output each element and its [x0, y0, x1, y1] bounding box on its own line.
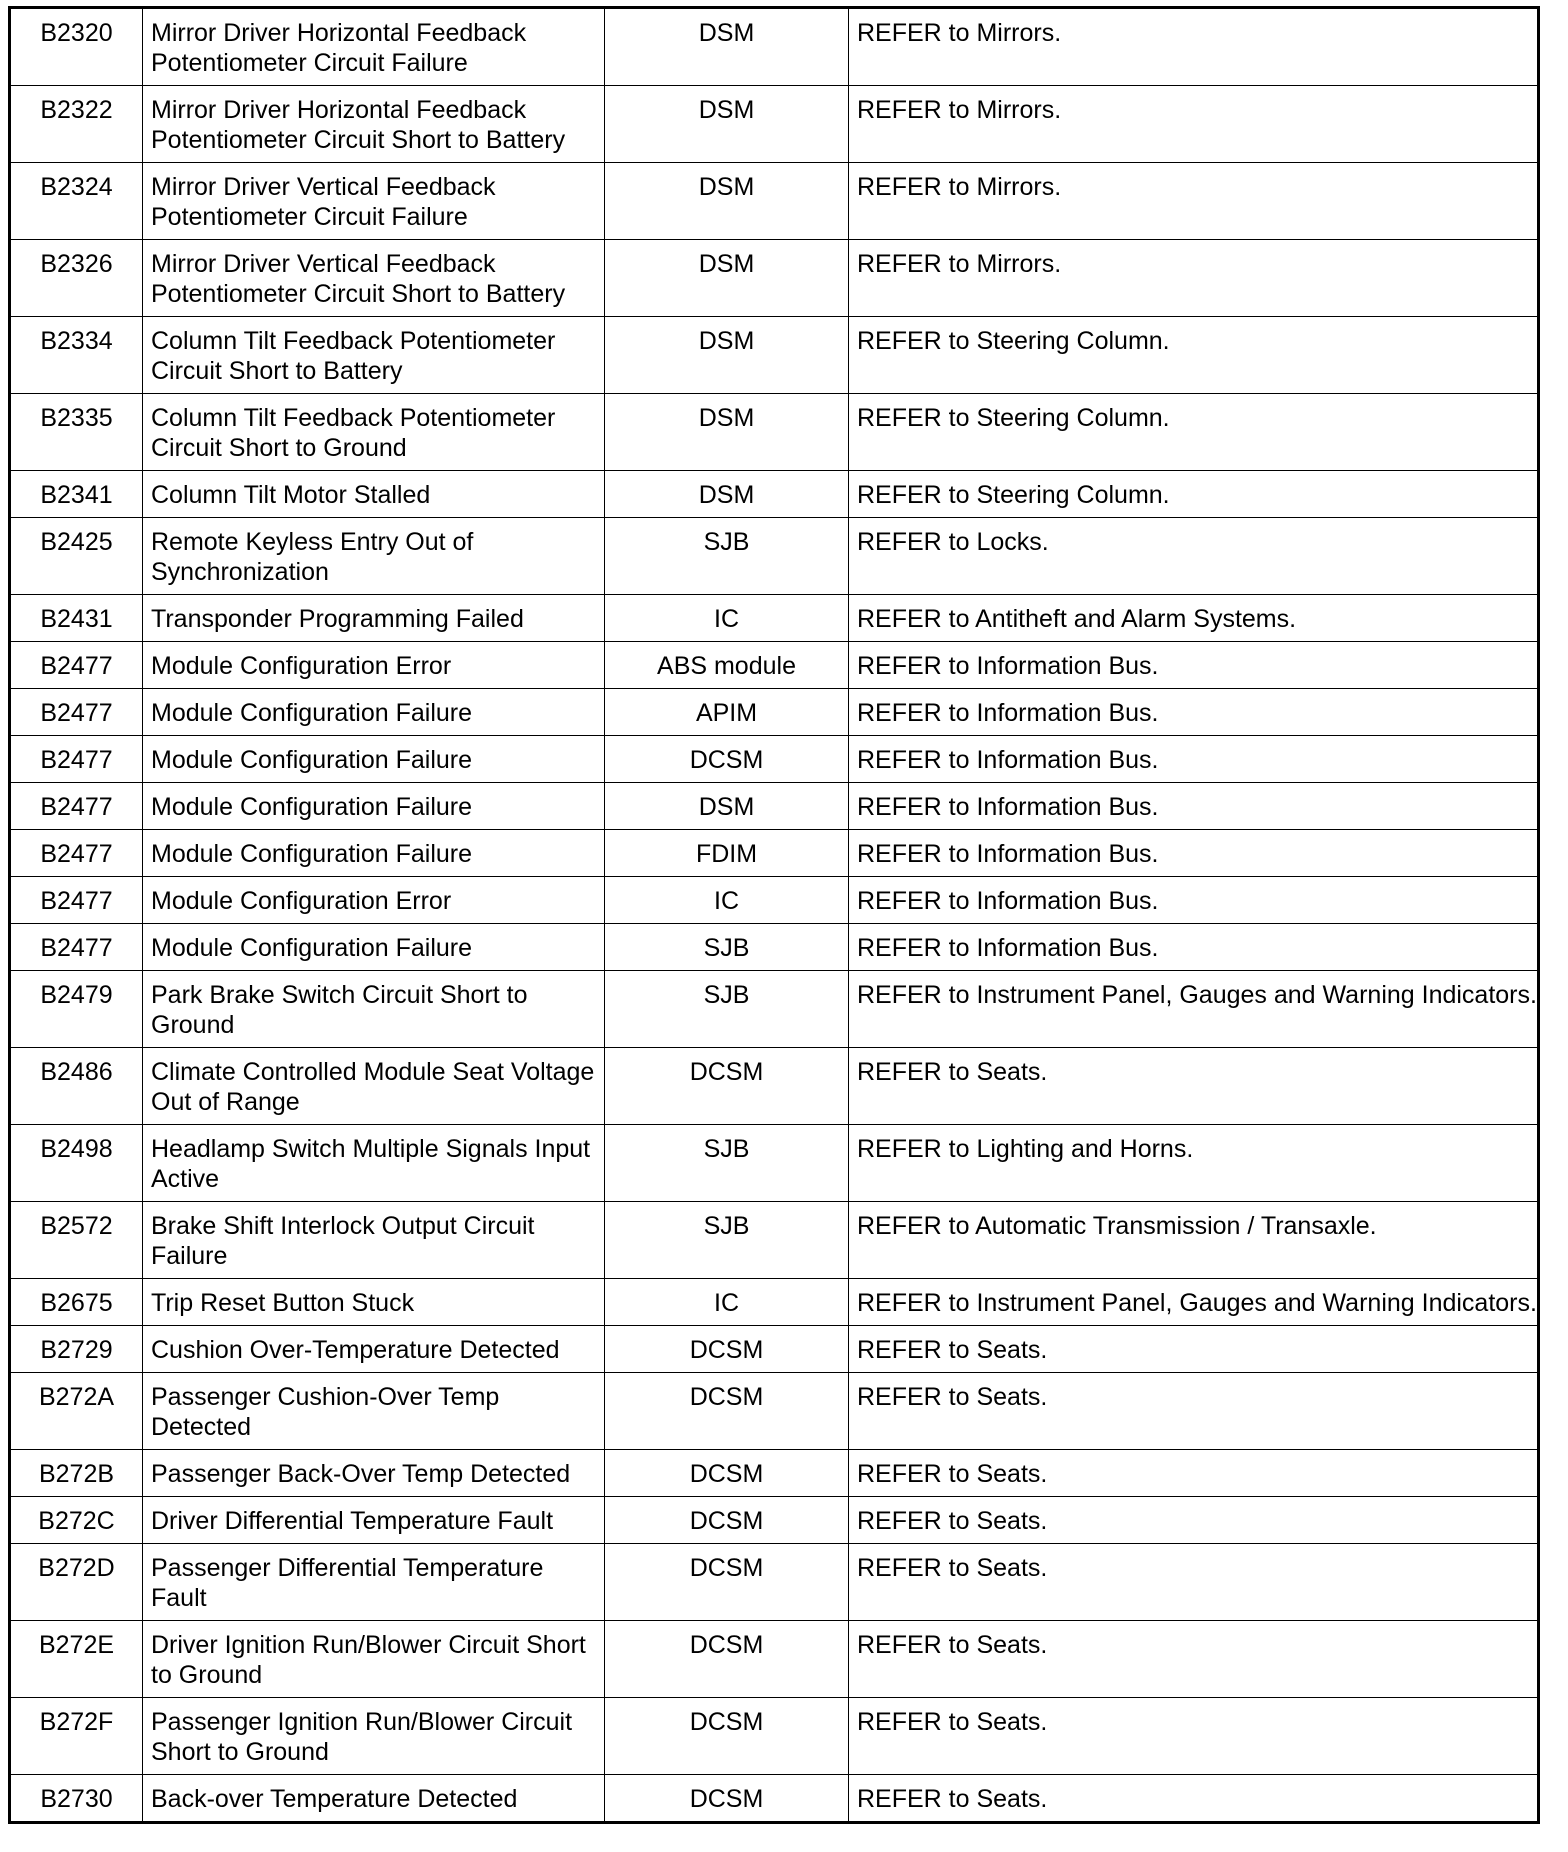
dtc-module: DCSM	[605, 1373, 849, 1450]
dtc-module: DCSM	[605, 1450, 849, 1497]
dtc-code: B272D	[10, 1544, 143, 1621]
dtc-action: REFER to Information Bus.	[849, 783, 1539, 830]
dtc-code: B2322	[10, 86, 143, 163]
dtc-code: B272A	[10, 1373, 143, 1450]
dtc-action: REFER to Information Bus.	[849, 736, 1539, 783]
dtc-code: B272C	[10, 1497, 143, 1544]
dtc-module: DSM	[605, 163, 849, 240]
dtc-description: Mirror Driver Vertical Feedback Potentiometer Circuit Short to Battery	[143, 240, 605, 317]
dtc-module: DCSM	[605, 1326, 849, 1373]
dtc-code: B2477	[10, 877, 143, 924]
dtc-code: B2334	[10, 317, 143, 394]
dtc-module: DSM	[605, 240, 849, 317]
dtc-description: Module Configuration Failure	[143, 783, 605, 830]
dtc-description: Cushion Over-Temperature Detected	[143, 1326, 605, 1373]
dtc-description: Column Tilt Feedback Potentiometer Circuit Short to Battery	[143, 317, 605, 394]
dtc-action: REFER to Seats.	[849, 1048, 1539, 1125]
table-row	[10, 1373, 1539, 1450]
table-row	[10, 518, 1539, 595]
dtc-code: B272E	[10, 1621, 143, 1698]
table-row	[10, 1698, 1539, 1775]
dtc-module: SJB	[605, 971, 849, 1048]
dtc-description: Brake Shift Interlock Output Circuit Failure	[143, 1202, 605, 1279]
table-row	[10, 163, 1539, 240]
dtc-action: REFER to Seats.	[849, 1326, 1539, 1373]
table-row	[10, 783, 1539, 830]
dtc-code: B2572	[10, 1202, 143, 1279]
dtc-action: REFER to Antitheft and Alarm Systems.	[849, 595, 1539, 642]
dtc-module: SJB	[605, 1202, 849, 1279]
dtc-module: IC	[605, 877, 849, 924]
dtc-code: B2335	[10, 394, 143, 471]
table-row	[10, 642, 1539, 689]
dtc-action: REFER to Information Bus.	[849, 924, 1539, 971]
table-row	[10, 394, 1539, 471]
dtc-description: Column Tilt Motor Stalled	[143, 471, 605, 518]
table-row	[10, 877, 1539, 924]
dtc-action: REFER to Information Bus.	[849, 830, 1539, 877]
dtc-module: SJB	[605, 1125, 849, 1202]
dtc-action: REFER to Locks.	[849, 518, 1539, 595]
table-row	[10, 86, 1539, 163]
dtc-module: SJB	[605, 924, 849, 971]
dtc-action: REFER to Information Bus.	[849, 689, 1539, 736]
dtc-code: B2477	[10, 689, 143, 736]
dtc-action: REFER to Mirrors.	[849, 163, 1539, 240]
dtc-module: DSM	[605, 317, 849, 394]
dtc-description: Climate Controlled Module Seat Voltage Out of Range	[143, 1048, 605, 1125]
dtc-action: REFER to Seats.	[849, 1775, 1539, 1823]
table-row	[10, 830, 1539, 877]
dtc-code: B2477	[10, 830, 143, 877]
dtc-description: Passenger Back-Over Temp Detected	[143, 1450, 605, 1497]
dtc-action: REFER to Mirrors.	[849, 86, 1539, 163]
dtc-code: B2486	[10, 1048, 143, 1125]
dtc-description: Transponder Programming Failed	[143, 595, 605, 642]
dtc-action: REFER to Seats.	[849, 1450, 1539, 1497]
table-row	[10, 1621, 1539, 1698]
dtc-action: REFER to Seats.	[849, 1497, 1539, 1544]
dtc-code: B2479	[10, 971, 143, 1048]
dtc-description: Passenger Ignition Run/Blower Circuit Short to Ground	[143, 1698, 605, 1775]
dtc-code: B272B	[10, 1450, 143, 1497]
dtc-code: B2477	[10, 736, 143, 783]
dtc-action: REFER to Seats.	[849, 1544, 1539, 1621]
dtc-action: REFER to Instrument Panel, Gauges and Warning Indicators.	[849, 971, 1539, 1048]
dtc-code: B272F	[10, 1698, 143, 1775]
dtc-action: REFER to Seats.	[849, 1621, 1539, 1698]
dtc-action: REFER to Information Bus.	[849, 642, 1539, 689]
dtc-description: Headlamp Switch Multiple Signals Input Active	[143, 1125, 605, 1202]
dtc-code: B2326	[10, 240, 143, 317]
dtc-code: B2730	[10, 1775, 143, 1823]
table-row	[10, 471, 1539, 518]
dtc-module: DSM	[605, 471, 849, 518]
dtc-description: Module Configuration Failure	[143, 830, 605, 877]
dtc-description: Module Configuration Failure	[143, 924, 605, 971]
dtc-description: Trip Reset Button Stuck	[143, 1279, 605, 1326]
table-row	[10, 595, 1539, 642]
dtc-code: B2341	[10, 471, 143, 518]
dtc-module: FDIM	[605, 830, 849, 877]
table-row	[10, 1048, 1539, 1125]
dtc-description: Module Configuration Error	[143, 877, 605, 924]
dtc-module: ABS module	[605, 642, 849, 689]
dtc-module: DCSM	[605, 1497, 849, 1544]
dtc-code: B2477	[10, 642, 143, 689]
dtc-module: DCSM	[605, 1775, 849, 1823]
dtc-action: REFER to Steering Column.	[849, 394, 1539, 471]
dtc-description: Remote Keyless Entry Out of Synchronization	[143, 518, 605, 595]
dtc-code: B2675	[10, 1279, 143, 1326]
table-row	[10, 1202, 1539, 1279]
dtc-code: B2498	[10, 1125, 143, 1202]
dtc-module: SJB	[605, 518, 849, 595]
dtc-description: Back-over Temperature Detected	[143, 1775, 605, 1823]
dtc-description: Mirror Driver Vertical Feedback Potentiometer Circuit Failure	[143, 163, 605, 240]
dtc-description: Passenger Cushion-Over Temp Detected	[143, 1373, 605, 1450]
dtc-action: REFER to Steering Column.	[849, 471, 1539, 518]
dtc-action: REFER to Instrument Panel, Gauges and Warning Indicators.	[849, 1279, 1539, 1326]
dtc-module: APIM	[605, 689, 849, 736]
table-row	[10, 240, 1539, 317]
table-row	[10, 1775, 1539, 1823]
dtc-description: Mirror Driver Horizontal Feedback Potentiometer Circuit Short to Battery	[143, 86, 605, 163]
dtc-description: Mirror Driver Horizontal Feedback Potentiometer Circuit Failure	[143, 8, 605, 86]
dtc-module: IC	[605, 1279, 849, 1326]
dtc-action: REFER to Steering Column.	[849, 317, 1539, 394]
dtc-module: DCSM	[605, 736, 849, 783]
dtc-action: REFER to Seats.	[849, 1373, 1539, 1450]
dtc-module: IC	[605, 595, 849, 642]
table-row	[10, 1125, 1539, 1202]
dtc-module: DCSM	[605, 1621, 849, 1698]
dtc-module: DSM	[605, 86, 849, 163]
dtc-module: DSM	[605, 783, 849, 830]
table-row	[10, 971, 1539, 1048]
table-row	[10, 689, 1539, 736]
dtc-code: B2425	[10, 518, 143, 595]
dtc-module: DCSM	[605, 1698, 849, 1775]
dtc-description: Module Configuration Failure	[143, 689, 605, 736]
dtc-action: REFER to Lighting and Horns.	[849, 1125, 1539, 1202]
table-row	[10, 1497, 1539, 1544]
dtc-table	[8, 6, 1540, 1824]
dtc-code: B2477	[10, 924, 143, 971]
dtc-description: Driver Ignition Run/Blower Circuit Short to Ground	[143, 1621, 605, 1698]
table-row	[10, 736, 1539, 783]
table-row	[10, 1279, 1539, 1326]
table-row	[10, 924, 1539, 971]
dtc-action: REFER to Automatic Transmission / Transaxle.	[849, 1202, 1539, 1279]
table-row	[10, 1450, 1539, 1497]
dtc-description: Passenger Differential Temperature Fault	[143, 1544, 605, 1621]
table-row	[10, 8, 1539, 86]
dtc-table-body	[10, 8, 1539, 1823]
dtc-description: Module Configuration Error	[143, 642, 605, 689]
dtc-code: B2431	[10, 595, 143, 642]
dtc-description: Driver Differential Temperature Fault	[143, 1497, 605, 1544]
table-row	[10, 1326, 1539, 1373]
dtc-code: B2324	[10, 163, 143, 240]
dtc-code: B2320	[10, 8, 143, 86]
dtc-action: REFER to Mirrors.	[849, 8, 1539, 86]
dtc-module: DSM	[605, 8, 849, 86]
dtc-action: REFER to Seats.	[849, 1698, 1539, 1775]
dtc-module: DCSM	[605, 1048, 849, 1125]
dtc-description: Park Brake Switch Circuit Short to Ground	[143, 971, 605, 1048]
dtc-code: B2477	[10, 783, 143, 830]
dtc-code: B2729	[10, 1326, 143, 1373]
table-row	[10, 317, 1539, 394]
dtc-action: REFER to Mirrors.	[849, 240, 1539, 317]
dtc-description: Column Tilt Feedback Potentiometer Circuit Short to Ground	[143, 394, 605, 471]
dtc-module: DCSM	[605, 1544, 849, 1621]
table-row	[10, 1544, 1539, 1621]
dtc-module: DSM	[605, 394, 849, 471]
dtc-action: REFER to Information Bus.	[849, 877, 1539, 924]
dtc-description: Module Configuration Failure	[143, 736, 605, 783]
